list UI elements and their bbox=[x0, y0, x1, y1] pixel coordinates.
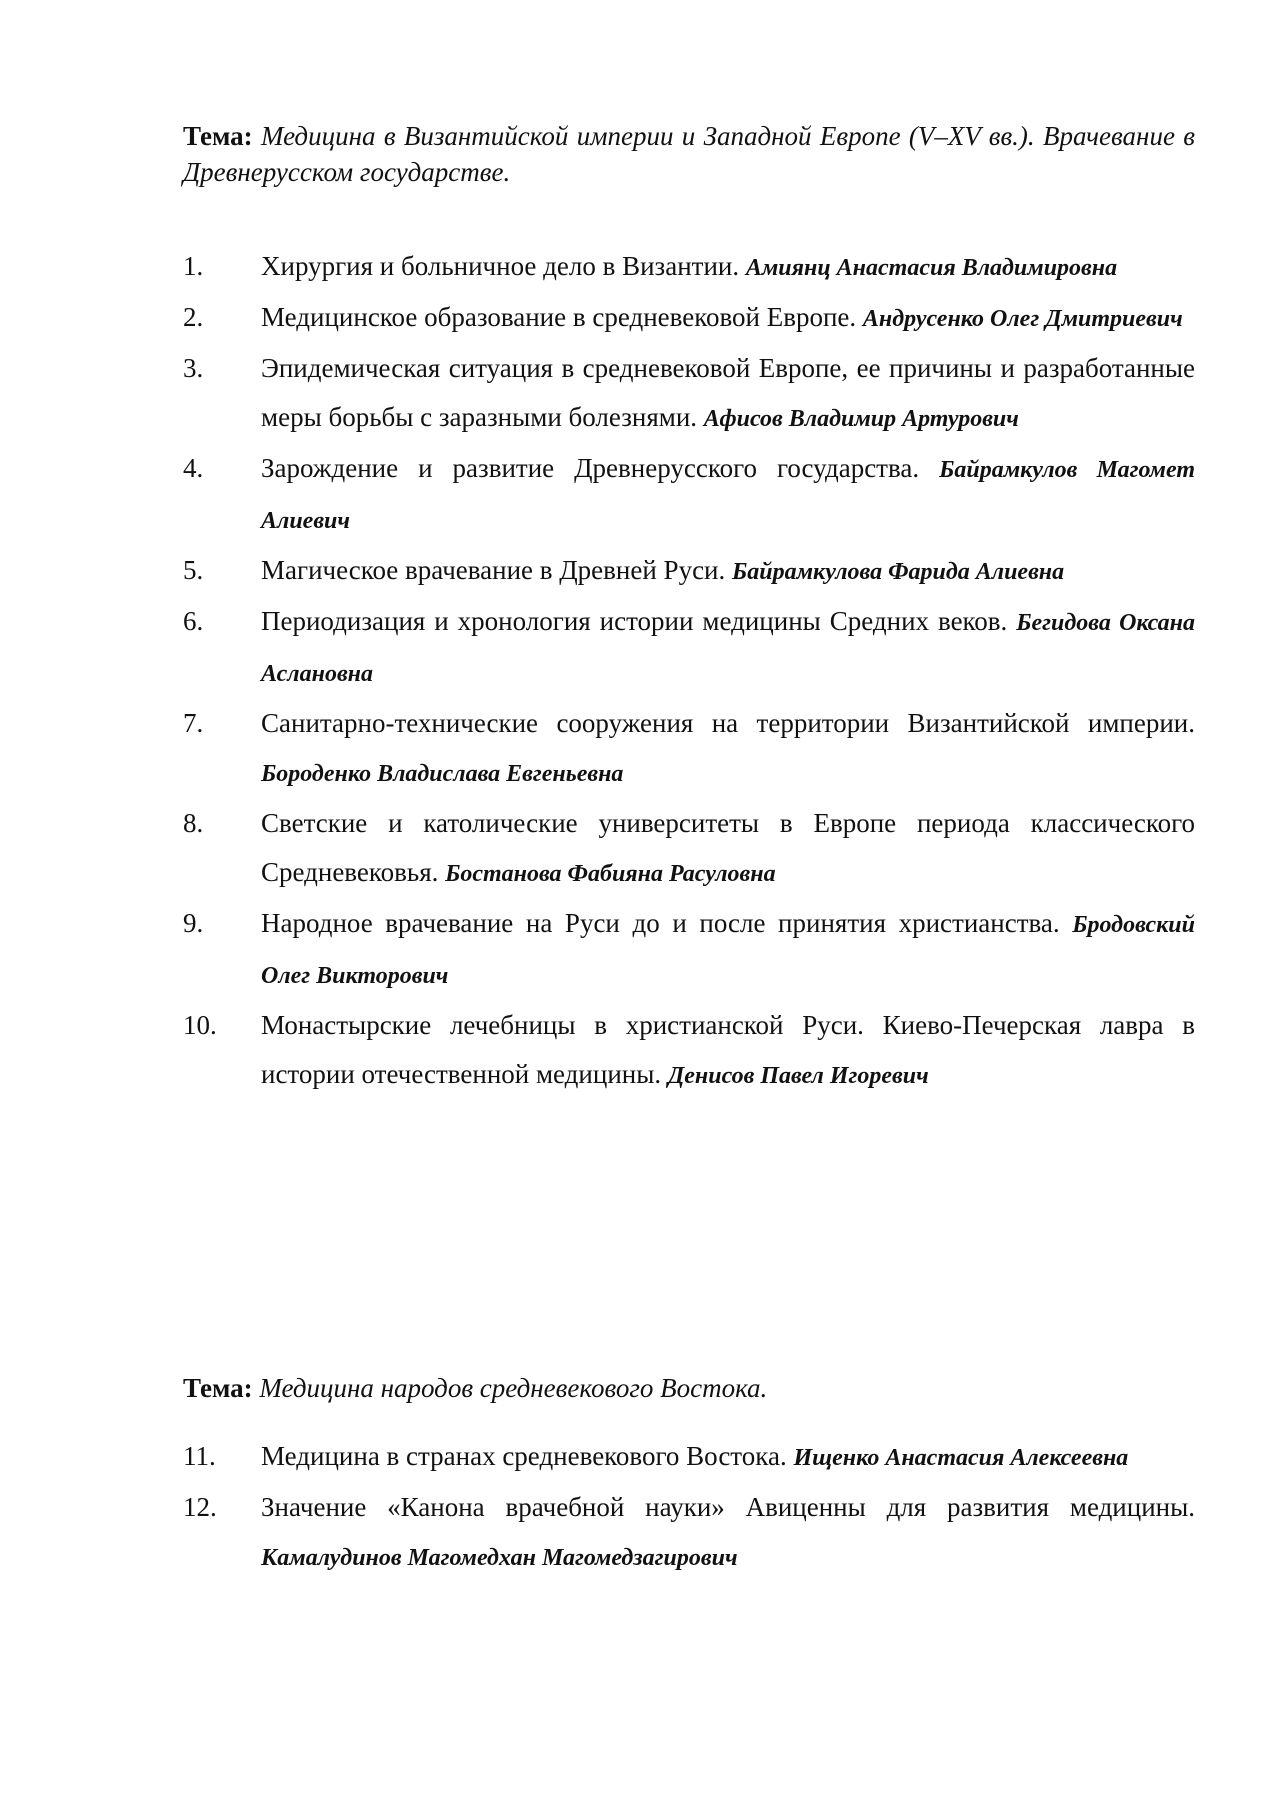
item-number: 4. bbox=[183, 453, 204, 483]
item-text: Периодизация и хронология истории медицины Средних веков. bbox=[261, 606, 1008, 636]
list-item bbox=[183, 899, 1195, 1001]
item-text: Хирургия и больничное дело в Византии. bbox=[261, 251, 740, 281]
topic-section-1 bbox=[183, 118, 1195, 1101]
item-text: Народное врачевание на Руси до и после принятия христианства. bbox=[261, 908, 1060, 938]
item-number: 2. bbox=[183, 302, 204, 332]
item-text: Монастырские лечебницы в христианской Руси. Киево-Печерская лавра в истории отечественной медицины. bbox=[261, 1010, 1195, 1089]
list-item bbox=[183, 1432, 1195, 1483]
item-number: 10. bbox=[183, 1010, 217, 1040]
item-author: Амиянц Анастасия Владимировна bbox=[745, 255, 1118, 281]
item-text: Зарождение и развитие Древнерусского государства. bbox=[261, 453, 920, 483]
item-text: Магическое врачевание в Древней Руси. bbox=[261, 555, 726, 585]
item-text: Медицинское образование в средневековой Европе. bbox=[261, 302, 857, 332]
item-author: Бороденко Владислава Евгеньевна bbox=[261, 761, 624, 787]
topic-title: Медицина народов средневекового Востока. bbox=[259, 1373, 768, 1403]
item-author: Байрамкулов Магомет Алиевич bbox=[261, 457, 1195, 534]
topic-title: Медицина в Византийской империи и Западной Европе (V–XV вв.). Врачевание в Древнерусском государстве. bbox=[183, 121, 1195, 187]
item-text: Светские и католические университеты в Европе периода классического Средневековья. bbox=[261, 808, 1195, 887]
list-item bbox=[183, 1001, 1195, 1101]
item-text: Санитарно-технические сооружения на территории Византийской империи. bbox=[261, 708, 1195, 738]
item-number: 6. bbox=[183, 606, 204, 636]
item-author: Афисов Владимир Артурович bbox=[703, 406, 1019, 432]
list-item bbox=[183, 242, 1195, 293]
item-number: 1. bbox=[183, 251, 204, 281]
item-number: 3. bbox=[183, 353, 204, 383]
item-number: 5. bbox=[183, 555, 204, 585]
item-author: Бегидова Оксана Аслановна bbox=[261, 610, 1196, 687]
list-item bbox=[183, 1483, 1195, 1583]
item-author: Бродовский Олег Викторович bbox=[261, 912, 1195, 989]
item-author: Андрусенко Олег Дмитриевич bbox=[862, 306, 1183, 332]
list-item bbox=[183, 444, 1195, 546]
topic-list bbox=[183, 1432, 1195, 1583]
topic-list bbox=[183, 242, 1196, 1101]
item-text: Эпидемическая ситуация в средневековой Европе, ее причины и разработанные меры борьбы с заразными болезнями. bbox=[261, 353, 1195, 432]
item-text: Медицина в странах средневекового Востока. bbox=[261, 1441, 787, 1471]
item-number: 11. bbox=[183, 1441, 216, 1471]
item-number: 9. bbox=[183, 908, 204, 938]
item-author: Байрамкулова Фарида Алиевна bbox=[732, 559, 1065, 585]
item-text: Значение «Канона врачебной науки» Авиценны для развития медицины. bbox=[261, 1492, 1195, 1522]
item-number: 12. bbox=[183, 1492, 217, 1522]
item-author: Денисов Павел Игоревич bbox=[667, 1063, 929, 1089]
list-item bbox=[183, 344, 1195, 444]
topic-section-2 bbox=[183, 1370, 1195, 1583]
topic-heading bbox=[183, 1370, 1195, 1406]
item-author: Камалудинов Магомедхан Магомедзагирович bbox=[261, 1545, 738, 1571]
item-number: 8. bbox=[183, 808, 204, 838]
item-author: Ищенко Анастасия Алексеевна bbox=[793, 1445, 1129, 1471]
list-item bbox=[183, 546, 1195, 597]
list-item bbox=[183, 293, 1195, 344]
topic-label: Тема: bbox=[183, 1373, 253, 1403]
list-item bbox=[183, 597, 1196, 699]
list-item bbox=[183, 699, 1195, 799]
topic-heading bbox=[183, 118, 1195, 190]
item-author: Бостанова Фабияна Расуловна bbox=[445, 861, 776, 887]
list-item bbox=[183, 799, 1195, 899]
item-number: 7. bbox=[183, 708, 204, 738]
topic-label: Тема: bbox=[183, 121, 253, 151]
